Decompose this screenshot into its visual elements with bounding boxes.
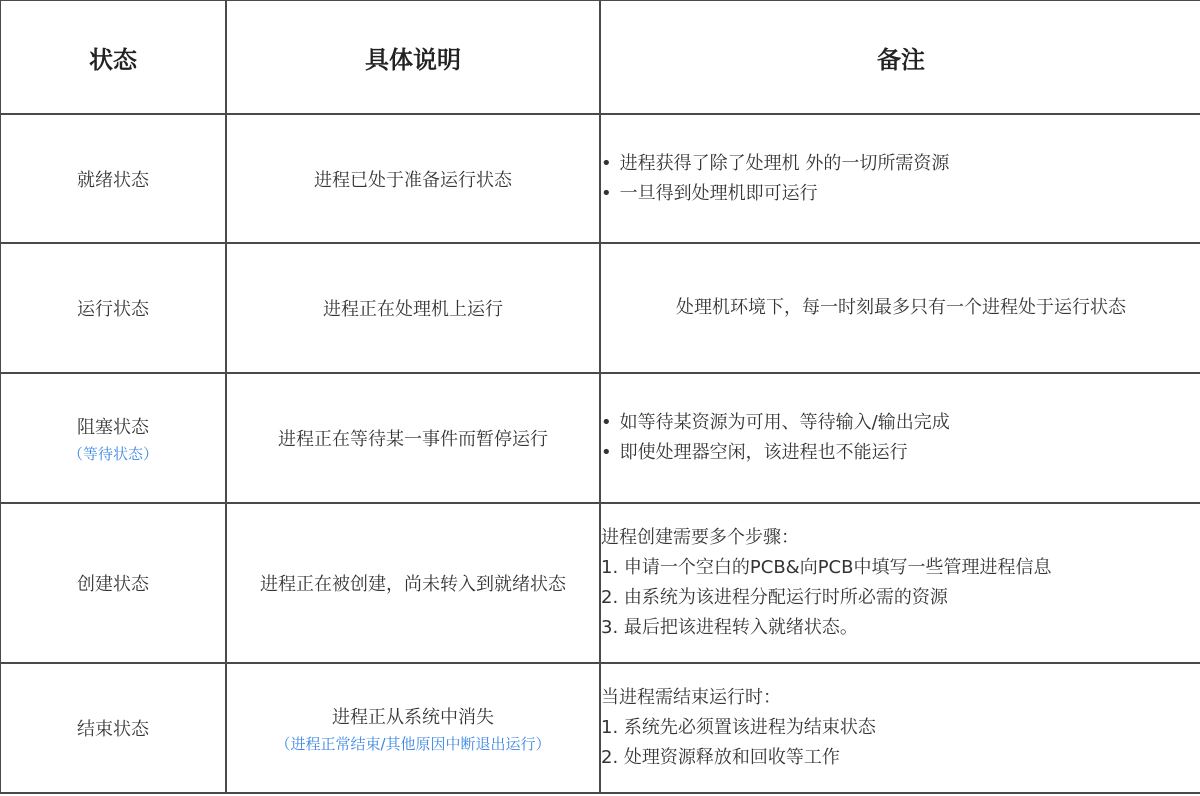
bullet-icon: •: [601, 442, 612, 463]
state-name: 运行状态: [77, 299, 149, 320]
description-text: 进程正在处理机上运行: [323, 299, 503, 320]
state-name: 阻塞状态: [77, 416, 149, 438]
note-bullet-item: • 即使处理器空闲，该进程也不能运行: [601, 442, 908, 463]
note-text: 当进程需结束运行时：: [601, 687, 781, 708]
bullet-icon: •: [601, 152, 612, 174]
description-cell: [226, 114, 600, 243]
state-cell: [0, 243, 226, 373]
description-text: 进程正在等待某一事件而暂停运行: [278, 429, 548, 450]
note-bullet-item: • 如等待某资源为可用、等待输入/输出完成: [601, 412, 950, 433]
table-row: [0, 373, 1200, 503]
header-row: [0, 0, 1200, 114]
state-name: 结束状态: [77, 719, 149, 740]
bullet-icon: •: [601, 412, 612, 433]
note-text: 2. 由系统为该进程分配运行时所必需的资源: [601, 587, 948, 608]
note-text: 2. 处理资源释放和回收等工作: [601, 747, 840, 768]
state-alias: （等待状态）: [67, 444, 158, 463]
header-notes: 备注: [600, 0, 1200, 114]
notes-cell: [600, 663, 1200, 793]
state-name: 就绪状态: [77, 169, 149, 191]
state-name: 创建状态: [77, 574, 149, 595]
note-text: 处理机环境下，每一时刻最多只有一个进程处于运行状态: [676, 297, 1126, 318]
state-cell: [0, 503, 226, 663]
notes-cell: [600, 243, 1200, 373]
bullet-icon: •: [601, 182, 612, 204]
description-note: （进程正常结束/其他原因中断退出运行）: [275, 734, 551, 753]
note-text: 1. 系统先必须置该进程为结束状态: [601, 717, 876, 738]
table-row: [0, 663, 1200, 793]
note-bullet-item: • 一旦得到处理机即可运行: [601, 182, 818, 204]
description-cell: [226, 243, 600, 373]
state-cell: [0, 663, 226, 793]
table-row: [0, 114, 1200, 243]
description-cell: [226, 373, 600, 503]
note-text: 1. 申请一个空白的PCB&向PCB中填写一些管理进程信息: [601, 557, 1052, 578]
state-cell: [0, 114, 226, 243]
state-cell: [0, 373, 226, 503]
notes-cell: [600, 373, 1200, 503]
description-cell: [226, 503, 600, 663]
note-text: 进程创建需要多个步骤：: [601, 527, 799, 548]
description-cell: [226, 663, 600, 793]
notes-cell: [600, 114, 1200, 243]
description-text: 进程正在被创建，尚未转入到就绪状态: [260, 574, 566, 595]
description-text: 进程已处于准备运行状态: [314, 169, 512, 191]
table-row: [0, 503, 1200, 663]
notes-cell: [600, 503, 1200, 663]
header-state: 状态: [0, 0, 226, 114]
note-bullet-item: • 进程获得了除了处理机 外的一切所需资源: [601, 152, 950, 174]
table-row: [0, 243, 1200, 373]
description-text: 进程正从系统中消失: [332, 706, 494, 728]
header-description: 具体说明: [226, 0, 600, 114]
note-text: 3. 最后把该进程转入就绪状态。: [601, 617, 858, 638]
